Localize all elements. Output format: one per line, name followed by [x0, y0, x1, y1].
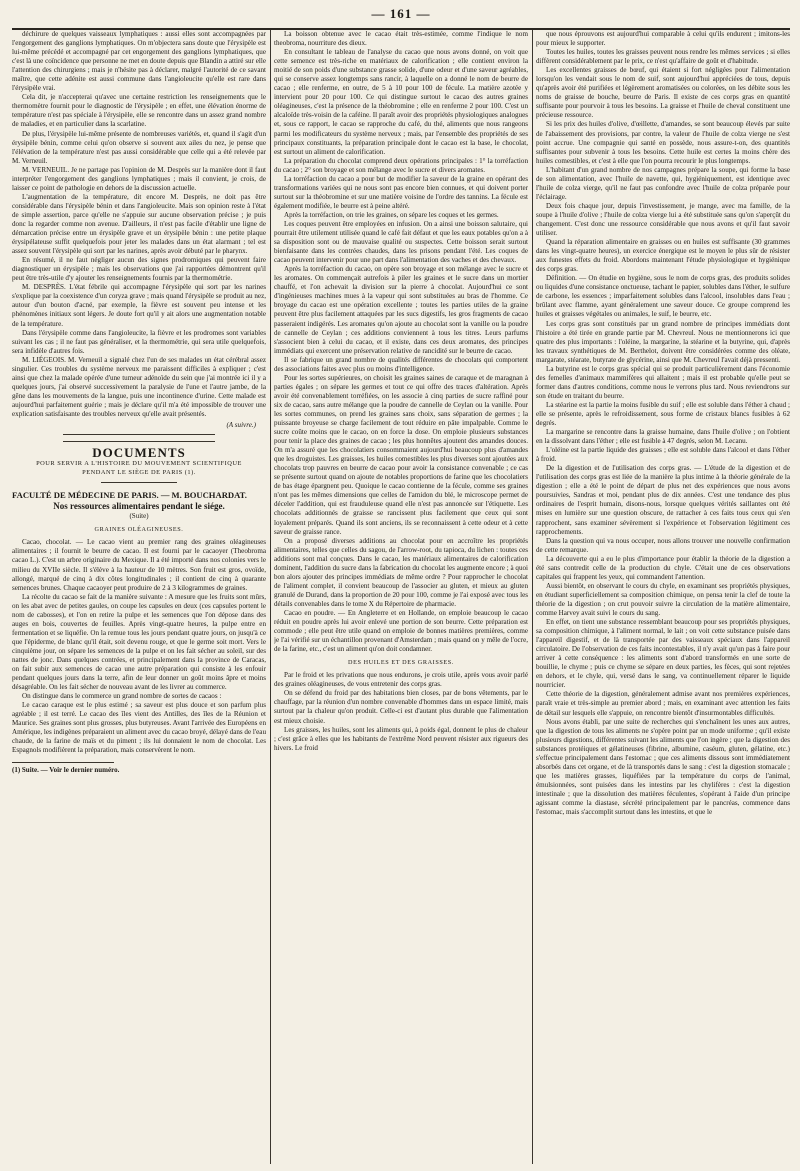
paragraph: La stéarine est la partie la moins fusible du suif ; elle est soluble dans l'éther à chaud ; elle se présente, après le refroidissement, sous forme de cristaux blancs fusibles à 62 degrés.: [536, 400, 790, 428]
paragraph: Aussi bientôt, en observant le cours du chyle, en examinant ses propriétés physiques, en étudiant superficiellement sa composition chimique, on pensa tenir la clef de toute la théorie de la digestion ; on crut pouvoir suivre la circulation de la matière alimentaire, comme Harvey avait suivi le cours du sang.: [536, 581, 790, 617]
paragraph: Si les prix des huiles d'olive, d'œillette, d'amandes, se sont beaucoup élevés par suite de l'abaissement des provisions, par contre, la valeur de l'huile de colza vierge ne s'est point accrue. Une compagnie qui santé en possède, nous assure-t-on, des quantités suffisantes pour subvenir à tous les besoins. Cette huile est certes la moins chère des huiles comestibles, et c'est à elle que l'on pourra recourir le plus longtemps.: [536, 120, 790, 165]
divider: [101, 482, 177, 483]
paragraph: Pour les sortes supérieures, on choisit les graines saines de caraque et de maragnan à parties égales ; on sépare les germes et tout ce qui offre des traces d'altération. Après avoir été convenablement torréfiées, on les associe à cinq parties de sucre raffiné pour six de cacao, sans autre mélange que la poudre de cannelle de Ceylan ou la vanille. Pour les sortes communes, on prend les graines sans choix, sans séparation de germes ; la puissante broyeuse se charge facilement de tout réduire en pâte impalpable. Comme le sucre coûte moins que le cacao, on en force la dose. On emploie plusieurs substances pour tenir la place des graines de cacao ; les plus honnêtes ajoutent des amandes douces. On m'a assuré que les chocolatiers consommaient aujourd'hui beaucoup plus d'amandes que les droguistes. Les graisses, les huiles comestibles les plus diverses sont ajoutées aux chocolats trop pauvres en beurre de cacao pour avoir la consistance convenable ; ce cas se présente surtout quand on ajoute de notables proportions de farine que les chocolatiers de bas étage épargnent peu. Quoique le cacao contienne de la fécule, comme ses graines n'ont pas les mêmes dimensions que celles de l'amidon du blé, le microscope permet de déceler l'addition, qui est frauduleuse quand elle n'est pas annoncée sur l'étiquette. Les chocolats additionnés de graisse se rancissent plus facilement que ceux qui sont loyalement préparés. Quand ils sont anciens, ils se reconnaissent à cette odeur et à cette saveur de graisse rance.: [274, 373, 528, 536]
paragraph: Il se fabrique un grand nombre de qualités différentes de chocolats qui comportent des associations faites avec plus ou moins d'intelligence.: [274, 355, 528, 373]
paragraph: La boisson obtenue avec le cacao était très-estimée, comme l'indique le nom theobroma, nourriture des dieux.: [274, 30, 528, 48]
paragraph: Le cacao caraque est le plus estimé ; sa saveur est plus douce et son parfum plus agréable ; il est terré. Le cacao des îles vient des Antilles, des îles de la Réunion et Maurice. Ses graines sont plus grosses, plus butyreuses. Avant l'arrivée des Européens en Amérique, les indigènes préparaient un aliment avec du cacao broyé, délayé dans de l'eau chaude, de la farine de maïs et du piment ; ils lui donnaient le nom de chocolat. Les Espagnols modifièrent la préparation, mais conservèrent le nom.: [12, 701, 266, 755]
column-1: [12, 30, 266, 1164]
section-heading: DES HUILES ET DES GRAISSES.: [348, 659, 454, 667]
paragraph: L'oléine est la partie liquide des graisses ; elle est soluble dans l'alcool et dans l'éther à froid.: [536, 446, 790, 464]
paragraph: La découverte qui a eu le plus d'importance pour établir la théorie de la digestion a été sans contredit celle de la production du chyle. C'était une de ces observations capitales qui frappent les yeux, qui commandent l'attention.: [536, 554, 790, 581]
column-3: [536, 30, 790, 1164]
paragraph: Les graisses, les huiles, sont les aliments qui, à poids égal, donnent le plus de chaleur ; c'est grâce à elles que les habitants de l'extrême Nord peuvent résister aux rigueurs des hivers. Le froid: [274, 725, 528, 752]
paragraph: Cacao en poudre. — En Angleterre et en Hollande, on emploie beaucoup le cacao réduit en poudre après lui avoir enlevé une portion de son beurre. Cette préparation est commode ; elle peut être utile quand on emploie de bonnes matières premières, comme je l'ai vérifié sur un échantillon provenant d'Amsterdam ; mais quand on y mêle de l'ocre, de la farine, etc., c'est un aliment qu'on doit condamner.: [274, 609, 528, 654]
paragraph: Cacao, chocolat. — Le cacao vient au premier rang des graines oléagineuses alimentaires ; il fournit le beurre de cacao. Il est fourni par le cacaoyer (Theobroma cacao L.). C'est un arbre originaire du Mexique. Il a été importé dans nos colonies vers le milieu du XVIIe siècle. Il s'élève à la hauteur de 10 mètres. Son fruit est gros, ovoïde, allongé, marqué de cinq à dix côtes longitudinales ; il contient de cinq à quarante semences brunes. Chaque cacaoyer peut produire de 2 à 3 kilogrammes de graines.: [12, 538, 266, 592]
paragraph: L'habitant d'un grand nombre de nos campagnes prépare la soupe, qui forme la base de son alimentation, avec l'huile de navette, qui, hygiéniquement, est identique avec l'huile de colza vierge, qu'il ne faut pas confondre avec l'huile de colza préparée pour l'éclairage.: [536, 165, 790, 201]
paragraph: On a proposé diverses additions au chocolat pour en accroître les propriétés alimentaires, telles que celles du sagou, de l'arrow-root, du tapioca, du lichen : toutes ces additions sont mal conçues. Dans le cacao, les matériaux alimentaires de calorification dominent, l'addition du sucre dans la fabrication du chocolat les augmente encore ; à quoi bon alors ajouter des principes immédiats de même ordre ? Pour rapprocher le chocolat de l'aliment complet, il convient beaucoup de l'associer au gluten, et mieux au gluten granulé de Durand, dans la proportion de 20 pour 100, comme je l'ai exposé avec tous les détails convenables dans le tome X du Répertoire de pharmacie.: [274, 536, 528, 608]
paragraph: Après la torréfaction du cacao, on opère son broyage et son mélange avec le sucre et les aromates. On commençait autrefois à piler les graines et le sucre dans un mortier chauffé, et l'on achevait la division sur la pierre à chocolat. Aujourd'hui ce sont d'ingénieuses machines mues à la vapeur qui sont substituées au bras de l'homme. Ce broyage du cacao est une opération excellente ; toutes les parties utiles de la graine peuvent être plus facilement attaquées par les sucs digestifs, les gros fragments de cacao passeraient indigérés. Les aromates qu'on ajoute au chocolat sont la vanille ou la poudre de cannelle de Ceylan ; ces additions conviennent à tous les titres. Leurs parfums s'associent bien à celui du cacao, et il existe, dans ces deux aromates, des principes immédiats qui exercent une préservation relative de rancidité sur le beurre de cacao.: [274, 265, 528, 355]
column-rule-left: [270, 30, 271, 1164]
paragraph: On distingue dans le commerce un grand nombre de sortes de cacaos :: [22, 692, 222, 701]
documents-subtitle: POUR SERVIR A L'HISTOIRE DU MOUVEMENT SCIENTIFIQUE: [36, 460, 242, 468]
separator: [63, 434, 215, 442]
page-number: — 161 —: [371, 6, 431, 21]
column-rule-right: [532, 30, 533, 1164]
page-header: [12, 4, 790, 30]
paragraph: La préparation du chocolat comprend deux opérations principales : 1° la torréfaction du cacao ; 2° son broyage et son mélange avec le sucre et divers aromates.: [274, 156, 528, 174]
paragraph: En consultant le tableau de l'analyse du cacao que nous avons donné, on voit que cette semence est très-riche en matériaux de calorification ; elle contient environ la moitié de son poids d'une substance grasse solide, d'une odeur et d'une saveur agréables, qui se conserve assez longtemps sans rancir, à laquelle on a donné le nom de beurre de cacao ; elle renferme, en outre, de 5 à 10 pour 100 de fécule. La matière azotée y intervient pour 20 pour 100. Ce qui distingue surtout le cacao des autres graines oléagineuses, c'est la présence de la théobromine ; elle en renferme 2 pour 100. C'est un alcaloïde très-voisin de la caféine. Il paraît avoir des propriétés physiologiques analogues et, sous ce rapport, le cacao se rapproche du café, du thé, aliments que nous rangeons parmi les modificateurs du système nerveux ; mais, par l'ensemble des propriétés de ses principaux constituants, la préparation principale dont le cacao est la base, le chocolat, est surtout un aliment de calorification.: [274, 48, 528, 156]
footnote: (1) Suite. — Voir le dernier numéro.: [12, 765, 120, 774]
newspaper-page: [12, 4, 790, 1164]
paragraph: M. DESPRÈS. L'état fébrile qui accompagne l'érysipèle qui sort par les narines s'explique par la coexistence d'un coryza grave ; mais quand l'érysipèle se produit au nez, autour d'un bouton d'acné, par exemple, la fièvre est souvent peu intense et les phénomènes initiaux sont légers. Je doute fort qu'il y ait alors une augmentation notable de la température.: [12, 283, 266, 328]
paragraph: Toutes les huiles, toutes les graisses peuvent nous rendre les mêmes services ; si elles diffèrent considérablement par le prix, ce n'est qu'affaire de goût et d'habitude.: [536, 48, 790, 66]
paragraph: Cela dit, je n'accepterai qu'avec une certaine restriction les renseignements que le thermomètre fournit pour le diagnostic de l'érysipèle ; en effet, une élévation énorme de température n'est pas spéciale à l'érysipèle, elle se rencontre dans un assez grand nombre de maladies, et en particulier dans la scarlatine.: [12, 93, 266, 129]
paragraph: M. LIÉGEOIS. M. Verneuil a signalé chez l'un de ses malades un état cérébral assez singulier. Ces troubles du système nerveux me paraissent difficiles à expliquer ; c'est ainsi que chez la malade opérée d'une tumeur adénoïde du sein que j'ai montrée ici il y a quelques jours, j'ai observé successivement la paralysie de l'une et l'autre jambe, de la gêne dans les mouvements de la langue, puis une incontinence d'urine. Cette malade est aujourd'hui parfaitement guérie ; mais je déclare qu'il m'a été impossible de trouver une explication satisfaisante des troubles nerveux qu'elle avait présentés.: [12, 355, 266, 418]
paragraph: La butyrine est le corps gras spécial qui se produit particulièrement dans l'économie des femelles d'animaux mammifères qui allaitent ; mais il est probable qu'elle peut se former dans d'autres conditions, comme nous le verrons plus tard. Nous reviendrons sur son étude en traitant du beurre.: [536, 364, 790, 400]
continuation-note: (Suite): [129, 512, 149, 521]
footnote-rule: [12, 762, 114, 763]
to-be-continued: (A suivre.): [226, 421, 256, 430]
paragraph: Définition. — On étudie en hygiène, sous le nom de corps gras, des produits solides ou liquides d'une consistance onctueuse, tachant le papier, solubles dans l'éther, le sulfure de carbone, les essences ; imparfaitement solubles dans l'alcool, insolubles dans l'eau ; brûlant avec flamme, ayant généralement une saveur douce. Ce groupe comprend les huiles et graisses végétales ou animales, le suif, le beurre, etc.: [536, 274, 790, 319]
paragraph: Dans l'érysipèle comme dans l'angioleucite, la fièvre et les prodromes sont variables suivant les cas ; il ne faut pas généraliser, et la thermométrie, qui sera utile quelquefois, sera infidèle d'autres fois.: [12, 328, 266, 355]
columns: [12, 30, 790, 1164]
paragraph: Après la torréfaction, on trie les graines, on sépare les coques et les germes.: [284, 210, 499, 219]
paragraph: De la digestion et de l'utilisation des corps gras. — L'étude de la digestion et de l'utilisation des corps gras est liée de la manière la plus intime à la théorie générale de la digestion ; elle a été le point de départ de plus net des expériences que nous avons poursuivies, Sandras et moi, pendant plus de dix années. C'est une tendance des plus ordinaires de l'esprit humain, disons-nous, lorsque quelques vérités saillantes ont été mises en lumière sur une question obscure, de rattacher à ces faits tous ceux qui s'en rapprochent, sans examiner sévèrement si l'expérience et l'observation légitiment ces rapprochements.: [536, 464, 790, 536]
paragraph: Quand la réparation alimentaire en graisses ou en huiles est suffisante (30 grammes dans les vingt-quatre heures), un exercice énergique est le moyen le plus sûr de résister aux funestes effets du froid. Abordons maintenant l'étude physiologique et hygiénique des corps gras.: [536, 238, 790, 274]
paragraph: déchirure de quelques vaisseaux lymphatiques : aussi elles sont accompagnées par l'engorgement des ganglions lymphatiques. On m'objectera sans doute que l'érysipèle est lui-même précédé et accompagné par cet engorgement des ganglions lymphatiques, que c'est là une coïncidence que personne ne met en doute depuis que Blandin a attiré sur elle l'attention des chirurgiens ; mais je n'hésite pas à déclarer, malgré l'autorité de ce savant maître, que cette adénite est aussi commune dans l'angioleucite qu'elle est rare dans l'érysipèle vrai.: [12, 30, 266, 93]
paragraph: Deux fois chaque jour, depuis l'investissement, je mange, avec ma famille, de la soupe à l'huile d'olive ; l'huile de colza vierge lui a été substituée sans qu'on s'aperçût du changement. C'est donc une ressource considérable que nous avons et qu'il faut savoir utiliser.: [536, 201, 790, 238]
documents-heading: DOCUMENTS: [92, 445, 186, 461]
paragraph: Nous avons établi, par une suite de recherches qui s'enchaînent les unes aux autres, que la digestion de tous les aliments ne s'opère point par un mode uniforme ; qu'il existe plusieurs digestions, différentes suivant les aliments que l'on ingère ; que la digestion des substances protéiques et gélatineuses (fibrine, albumine, caséum, gluten, gélatine, etc.) s'effectue principalement dans l'estomac ; que ces aliments dissous sont immédiatement absorbés dans cet organe, et de là transportés dans le sang : c'est la digestion stomacale ; que les matières grasses, liquéfiées par la température du corps de l'animal, émulsionnées, sont puisées dans les intestins par les chylifères : c'est la digestion intestinale ; que la dissolution des matières féculentes, s'opérant à l'aide d'un principe agissant comme la diastase, sécrété principalement par le pancréas, commence dans l'estomac, mais s'accomplit surtout dans les intestins, et que le: [536, 717, 790, 817]
paragraph: que nous éprouvons est aujourd'hui comparable à celui qu'ils endurent ; imitons-les pour mieux le supporter.: [536, 30, 790, 48]
paragraph: Les corps gras sont constitués par un grand nombre de principes immédiats dont l'histoire a été tirée en grande partie par M. Chevreul. Nous ne mentionnerons ici que quatre des plus importants : l'oléine, la margarine, la stéarine et la butyrine, qui, d'après les travaux synthétiques de M. Berthelot, doivent être considérées comme des oléate, margarate, stéarate, butyrate de glycérine, ainsi que M. Chevreul l'avait déjà pressenti.: [536, 319, 790, 364]
paragraph: Les coques peuvent être employées en infusion. On a ainsi une boisson salutaire, qui pourrait être utilement utilisée quand le café fait défaut et que les eaux potables qu'on a à sa disposition sont ou de mauvaise qualité ou suspectes. Cette boisson serait surtout bienfaisante dans les contrées chaudes, dans les prisons pendant l'été. Les coques de cacao peuvent intervenir pour une part dans l'alimentation des vaches et des chevaux.: [274, 219, 528, 265]
paragraph: Les excellentes graisses de bœuf, qui étaient si fort négligées pour l'alimentation lorsqu'on les vendait sous le nom de suif, sont aujourd'hui appréciées de tous, depuis qu'après avoir été purifiées et légèrement aromatisées ou colorées, on les débite sous les noms de graisse de bouche, beurre de Paris. Il existe de ces corps gras en quantité suffisante pour pourvoir à tous les besoins. La graisse et l'huile de cheval constituent une précieuse ressource.: [536, 66, 790, 120]
documents-subtitle-2: PENDANT LE SIÈGE DE PARIS (1).: [82, 469, 196, 477]
paragraph: En effet, on tient une substance ressemblant beaucoup pour ses propriétés physiques, sa composition chimique, à l'aliment normal, le lait ; on voit cette substance puisée dans l'appareil digestif, et de là transportée par des vaisseaux spéciaux dans l'appareil circulatoire. De l'observation de ces faits incontestables, il n'y avait qu'un pas à faire pour arriver à cette conséquence : les aliments sont d'abord transformés en une sorte de bouillie, le chyme ; puis ce chyme se sépare en deux parties, les fèces, qui sont rejetées en dehors, et le chyle, qui, versé dans le sang, va continuellement réparer le liquide nourricier.: [536, 618, 790, 690]
column-2: [274, 30, 528, 1164]
paragraph: On se défend du froid par des habitations bien closes, par de bons vêtements, par le chauffage, par la réunion d'un nombre convenable d'hommes dans un espace limité, mais surtout par la chaleur qu'on produit. Celle-ci est d'autant plus durable que l'alimentation est mieux choisie.: [274, 689, 528, 725]
paragraph: M. VERNEUIL. Je ne partage pas l'opinion de M. Desprès sur la manière dont il faut interpréter l'engorgement des ganglions lymphatiques ; mais il convient, je crois, de laisser ce point de pathologie en dehors de la discussion actuelle.: [12, 165, 266, 192]
paragraph: La margarine se rencontre dans la graisse humaine, dans l'huile d'olive ; on l'obtient en la dissolvant dans l'éther ; elle est fusible à 47 degrés, selon M. Lecanu.: [536, 428, 790, 446]
paragraph: Dans la question qui va nous occuper, nous allons trouver une nouvelle confirmation de cette remarque.: [536, 536, 790, 554]
paragraph: La torréfaction du cacao a pour but de modifier la saveur de la graine en opérant des transformations variées qui ne nous sont pas encore bien connues, et qui doivent porter surtout sur la théobromine et sur une matière voisine de l'ordre des tannins. La fécule est également modifiée, le beurre est à peine altéré.: [274, 174, 528, 210]
paragraph: Cette théorie de la digestion, généralement admise avant nos premières expériences, paraît vraie et très-simple au premier abord ; mais, en examinant avec attention les faits de détail sur lesquels elle s'appuie, on rencontre bientôt d'insurmontables difficultés.: [536, 690, 790, 717]
paragraph: La récolte du cacao se fait de la manière suivante : A mesure que les fruits sont mûrs, on les abat avec de petites gaules, on coupe les capsules en deux (ces capsules portent le nom de cabosses), et l'on en retire la pulpe et les semences que l'on dépose dans des auges en bois, couvertes de feuilles. Après vingt-quatre heures, la pulpe entre en fermentation et se liquéfie. On la remue tous les jours pendant quatre jours, on jusqu'à ce que l'épiderme, de blanc qu'il était, soit devenu rouge, et que le germe soit mort. Vers le cinquième jour, on sépare les semences de la pulpe et on les fait sécher au soleil, sur des nattes de jonc. Dans quelques contrées, et principalement dans la province de Caracas, on fait subir aux semences de cacao une autre préparation qui consiste à les enfouir pendant quelques jours dans la terre, afin de leur donner un goût moins âpre et moins désagréable. On les fait sécher de nouveau avant de les livrer au commerce.: [12, 592, 266, 692]
section-heading: GRAINES OLÉAGINEUSES.: [94, 526, 184, 534]
paragraph: L'augmentation de la température, dit encore M. Desprès, ne doit pas être considérable dans l'érysipèle bénin et dans l'angioleucite. Mais son opinion reste à l'état de simple assertion, parce qu'elle ne s'appuie sur aucune observation précise ; je puis donc la regarder comme non avenue. D'ailleurs, il n'est pas facile d'établir une ligne de démarcation précise entre un érysipèle grave et un érysipèle bénin : une petite plaque érysipélateuse suffit quelquefois pour jeter les malades dans un état alarmant ; tel est assez souvent l'érysipèle qui sort par les narines, après avoir débuté par le pharynx.: [12, 192, 266, 256]
article-title: Nos ressources alimentaires pendant le siége.: [53, 501, 225, 512]
paragraph: De plus, l'érysipèle lui-même présente de nombreuses variétés, et, quand il s'agit d'un érysipèle bénin, comme celui qu'on observe si souvent aux ailes du nez, je pense que l'élévation de la température n'est pas aussi considérable que celle qui a été relevée par M. Verneuil.: [12, 129, 266, 165]
paragraph: Par le froid et les privations que nous endurons, je crois utile, après vous avoir parlé des graines oléagineuses, de vous entretenir des corps gras.: [274, 671, 528, 689]
faculty-heading: FACULTÉ DE MÉDECINE DE PARIS. — M. BOUCHARDAT.: [12, 490, 247, 501]
paragraph: En résumé, il ne faut négliger aucun des signes prodromiques qui peuvent faire diagnostiquer un érysipèle ; mais les observations que j'ai rapportées démontrent qu'il peut être très-utile d'y ajouter les renseignements fournis par la thermométrie.: [12, 256, 266, 283]
